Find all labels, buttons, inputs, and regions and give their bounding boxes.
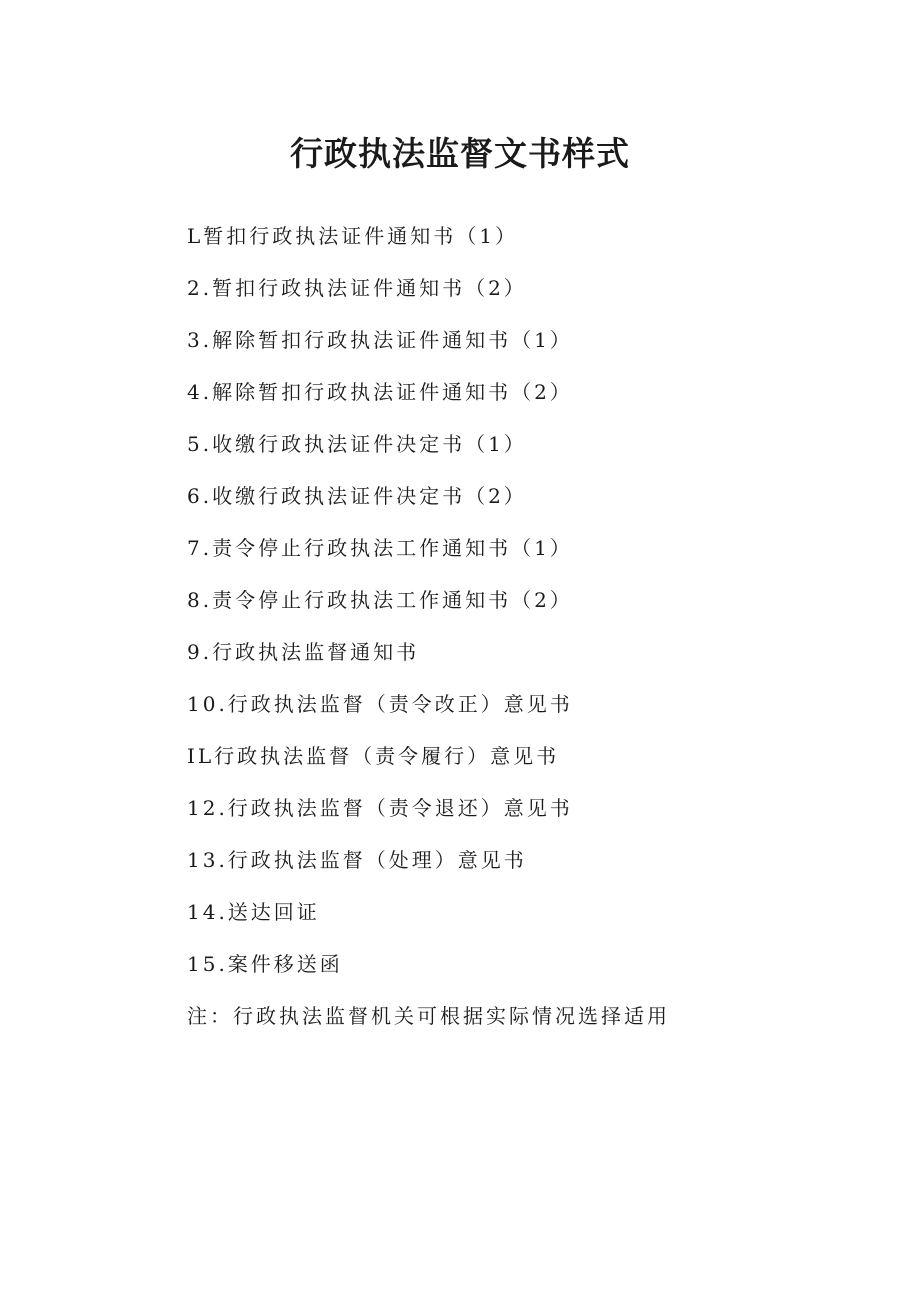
list-item: 9.行政执法监督通知书 [187, 640, 420, 664]
list-item: 4.解除暂扣行政执法证件通知书（2） [187, 380, 573, 404]
list-item: 5.收缴行政执法证件决定书（1） [187, 432, 527, 456]
list-item: 10.行政执法监督（责令改正）意见书 [187, 692, 573, 716]
list-item: 8.责令停止行政执法工作通知书（2） [187, 588, 573, 612]
list-item: 2.暂扣行政执法证件通知书（2） [187, 276, 527, 300]
footnote: 注：行政执法监督机关可根据实际情况选择适用 [187, 1004, 670, 1028]
page-title: 行政执法监督文书样式 [290, 134, 630, 173]
list-item: 7.责令停止行政执法工作通知书（1） [187, 536, 573, 560]
list-item: 15.案件移送函 [187, 952, 343, 976]
list-item: IL行政执法监督（责令履行）意见书 [187, 744, 560, 768]
list-item: L暂扣行政执法证件通知书（1） [187, 224, 519, 248]
list-item: 13.行政执法监督（处理）意见书 [187, 848, 527, 872]
list-item: 14.送达回证 [187, 900, 320, 924]
list-item: 6.收缴行政执法证件决定书（2） [187, 484, 527, 508]
list-item: 12.行政执法监督（责令退还）意见书 [187, 796, 573, 820]
document-list [187, 218, 827, 1050]
list-item: 3.解除暂扣行政执法证件通知书（1） [187, 328, 573, 352]
